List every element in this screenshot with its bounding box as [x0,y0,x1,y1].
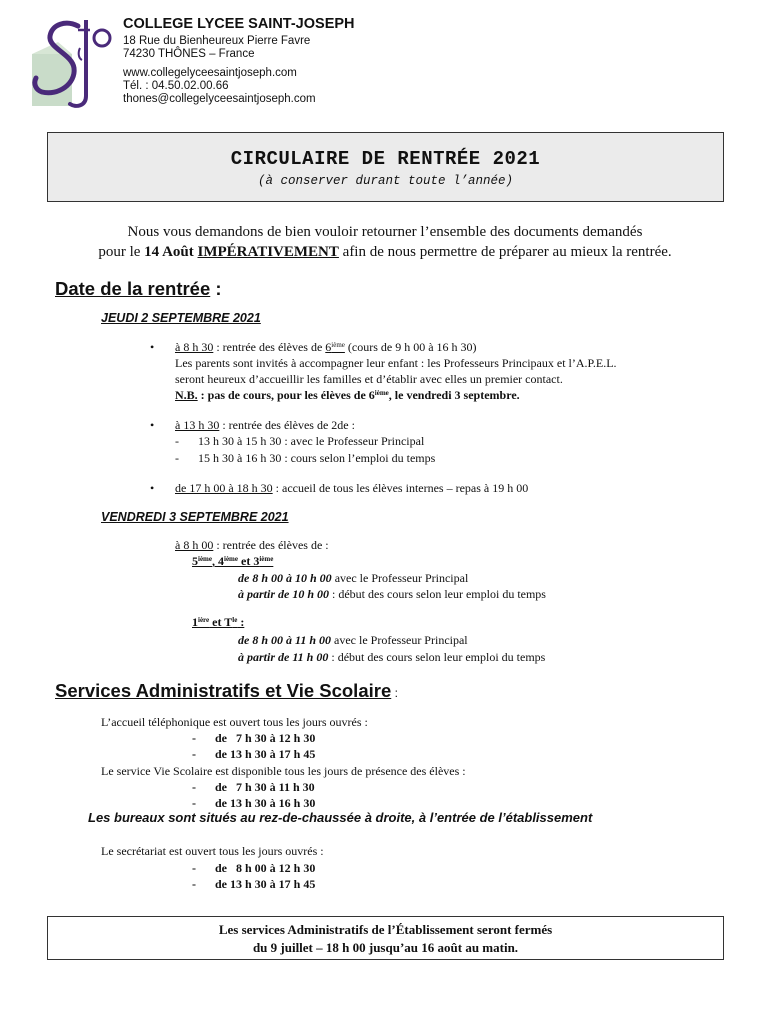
day1-item-2-sub1: 13 h 30 à 15 h 30 : avec le Professeur Principal [198,434,425,448]
day2-group1-line1 [238,571,468,586]
grade-6: 6 [325,340,332,354]
day1-item-2-text: : rentrée des élèves de 2de : [219,418,355,432]
grade-sup: le [232,616,238,624]
day2-title: VENDREDI 3 SEPTEMBRE 2021 [101,510,289,524]
nb-text: : pas de cours, pour les élèves de 6 [197,388,375,402]
day2-time: à 8 h 00 [175,538,214,552]
grade-sup: ième [259,555,274,563]
day1-item-3 [175,481,528,496]
school-name: COLLEGE LYCEE SAINT-JOSEPH [123,16,355,32]
secretariat-text: Le secrétariat est ouvert tous les jours ouvrés : [101,844,324,858]
day1-item-1-line2: Les parents sont invités à accompagner leur enfant : les Professeurs Principaux et l’A.P.E.L. [175,356,617,370]
section-heading-services [55,680,398,702]
section-heading-date-text: Date de la rentrée [55,278,211,299]
nb-text-end: , le vendredi 3 septembre. [388,388,520,402]
day2-intro [175,538,329,553]
bureaux-location: Les bureaux sont situés au rez-de-chaussée à droite, à l’entrée de l’établissement [88,810,593,825]
school-logo [28,14,116,110]
dash: - [192,877,196,891]
bullet-dot: • [150,481,155,495]
intro-text: pour le [98,244,145,260]
dash: - [192,780,196,794]
day1-item-1-line3: seront heureux d’accueillir les familles et d’établir avec elles un premier contact. [175,372,563,386]
day1-item-2-time: à 13 h 30 [175,418,220,432]
intro-text-end: afin de nous permettre de préparer au mieux la rentrée. [338,244,672,260]
section-heading-date-suffix: : [210,278,222,299]
email-link[interactable]: thones@collegelyceesaintjoseph.com [123,93,316,105]
day2-text: : rentrée des élèves de : [213,538,329,552]
page-subtitle: (à conserver durant toute l’année) [257,174,514,188]
grade-sup: ière [198,616,210,624]
g1-l1-time: de 8 h 00 à 10 h 00 [238,571,332,585]
grade-sup: ième [331,341,345,349]
page-title: CIRCULAIRE DE RENTRÉE 2021 [230,148,541,170]
day1-item-1-hours: (cours de 9 h 00 à 16 h 30) [344,340,477,354]
dash: - [192,861,196,875]
section-heading-date [55,278,222,300]
day2-group1-label [192,554,273,569]
nb-label: N.B. [175,388,198,402]
intro-line-1: Nous vous demandons de bien vouloir retourner l’ensemble des documents demandés [127,224,643,240]
g1-l2-text: : début des cours selon leur emploi du temps [329,587,546,601]
vie-scolaire-text: Le service Vie Scolaire est disponible tous les jours de présence des élèves : [101,764,466,778]
section-heading-services-suffix: : [391,686,398,700]
closure-line-1: Les services Administratifs de l’Établissement seront fermés [218,922,553,937]
grade-1: 1 [192,615,198,629]
dash: - [192,747,196,761]
imperative-word: IMPÉRATIVEMENT [197,244,339,260]
g2-l1-text: avec le Professeur Principal [331,633,468,647]
day1-item-3-text: : accueil de tous les élèves internes – repas à 19 h 00 [272,481,529,495]
g2-l1-time: de 8 h 00 à 11 h 00 [238,633,332,647]
intro-line-2 [0,244,770,261]
day1-item-2-sub2: 15 h 30 à 16 h 30 : cours selon l’emploi du temps [198,451,436,465]
grade-t: et T [209,615,233,629]
sec-hours-1: de 8 h 00 à 12 h 30 [215,861,316,875]
title-box [47,132,724,202]
accueil-hours-2: de 13 h 30 à 17 h 45 [215,747,316,761]
grade-5: 5 [192,554,198,568]
day1-nb-note [175,388,520,403]
dash: - [192,796,196,810]
nb-sup: ième [374,389,389,397]
phone-number: Tél. : 04.50.02.00.66 [123,80,229,92]
address-line-1: 18 Rue du Bienheureux Pierre Favre [123,35,311,47]
day1-item-1-text: : rentrée des élèves de [213,340,326,354]
sec-hours-2: de 13 h 30 à 17 h 45 [215,877,316,891]
day2-group2-line2 [238,650,545,665]
g2-l2-text: : début des cours selon leur emploi du temps [328,650,546,664]
vs-hours-2: de 13 h 30 à 16 h 30 [215,796,316,810]
g1-l1-text: avec le Professeur Principal [331,571,469,585]
day2-group2-line1 [238,633,468,648]
address-line-2: 74230 THÔNES – France [123,48,255,60]
day1-item-2 [175,418,355,433]
colon: : [237,615,245,629]
return-date: 14 Août [144,244,194,260]
grade-sup: ième [224,555,238,563]
accueil-text: L’accueil téléphonique est ouvert tous les jours ouvrés : [101,715,368,729]
bullet-dot: • [150,340,155,354]
vs-hours-1: de 7 h 30 à 11 h 30 [215,780,315,794]
grade-3: et 3 [238,554,260,568]
day1-item-1 [175,340,477,355]
dash: - [175,451,179,465]
closure-line-2: du 9 juillet – 18 h 00 jusqu’au 16 août au matin. [252,940,519,955]
g2-l2-time: à partir de 11 h 00 [238,650,329,664]
day1-item-3-time: de 17 h 00 à 18 h 30 [175,481,273,495]
day2-group2-label [192,615,244,630]
g1-l2-time: à partir de 10 h 00 [238,587,330,601]
accueil-hours-1: de 7 h 30 à 12 h 30 [215,731,316,745]
closure-notice-box [47,916,724,960]
day1-item-1-time: à 8 h 30 [175,340,214,354]
dash: - [192,731,196,745]
bullet-dot: • [150,418,155,432]
day1-title: JEUDI 2 SEPTEMBRE 2021 [101,311,261,325]
day2-group1-line2 [238,587,546,602]
dash: - [175,434,179,448]
grade-4: , 4 [212,554,224,568]
website-link[interactable]: www.collegelyceesaintjoseph.com [123,67,297,79]
section-heading-services-text: Services Administratifs et Vie Scolaire [55,680,392,701]
grade-sup: ième [198,555,212,563]
